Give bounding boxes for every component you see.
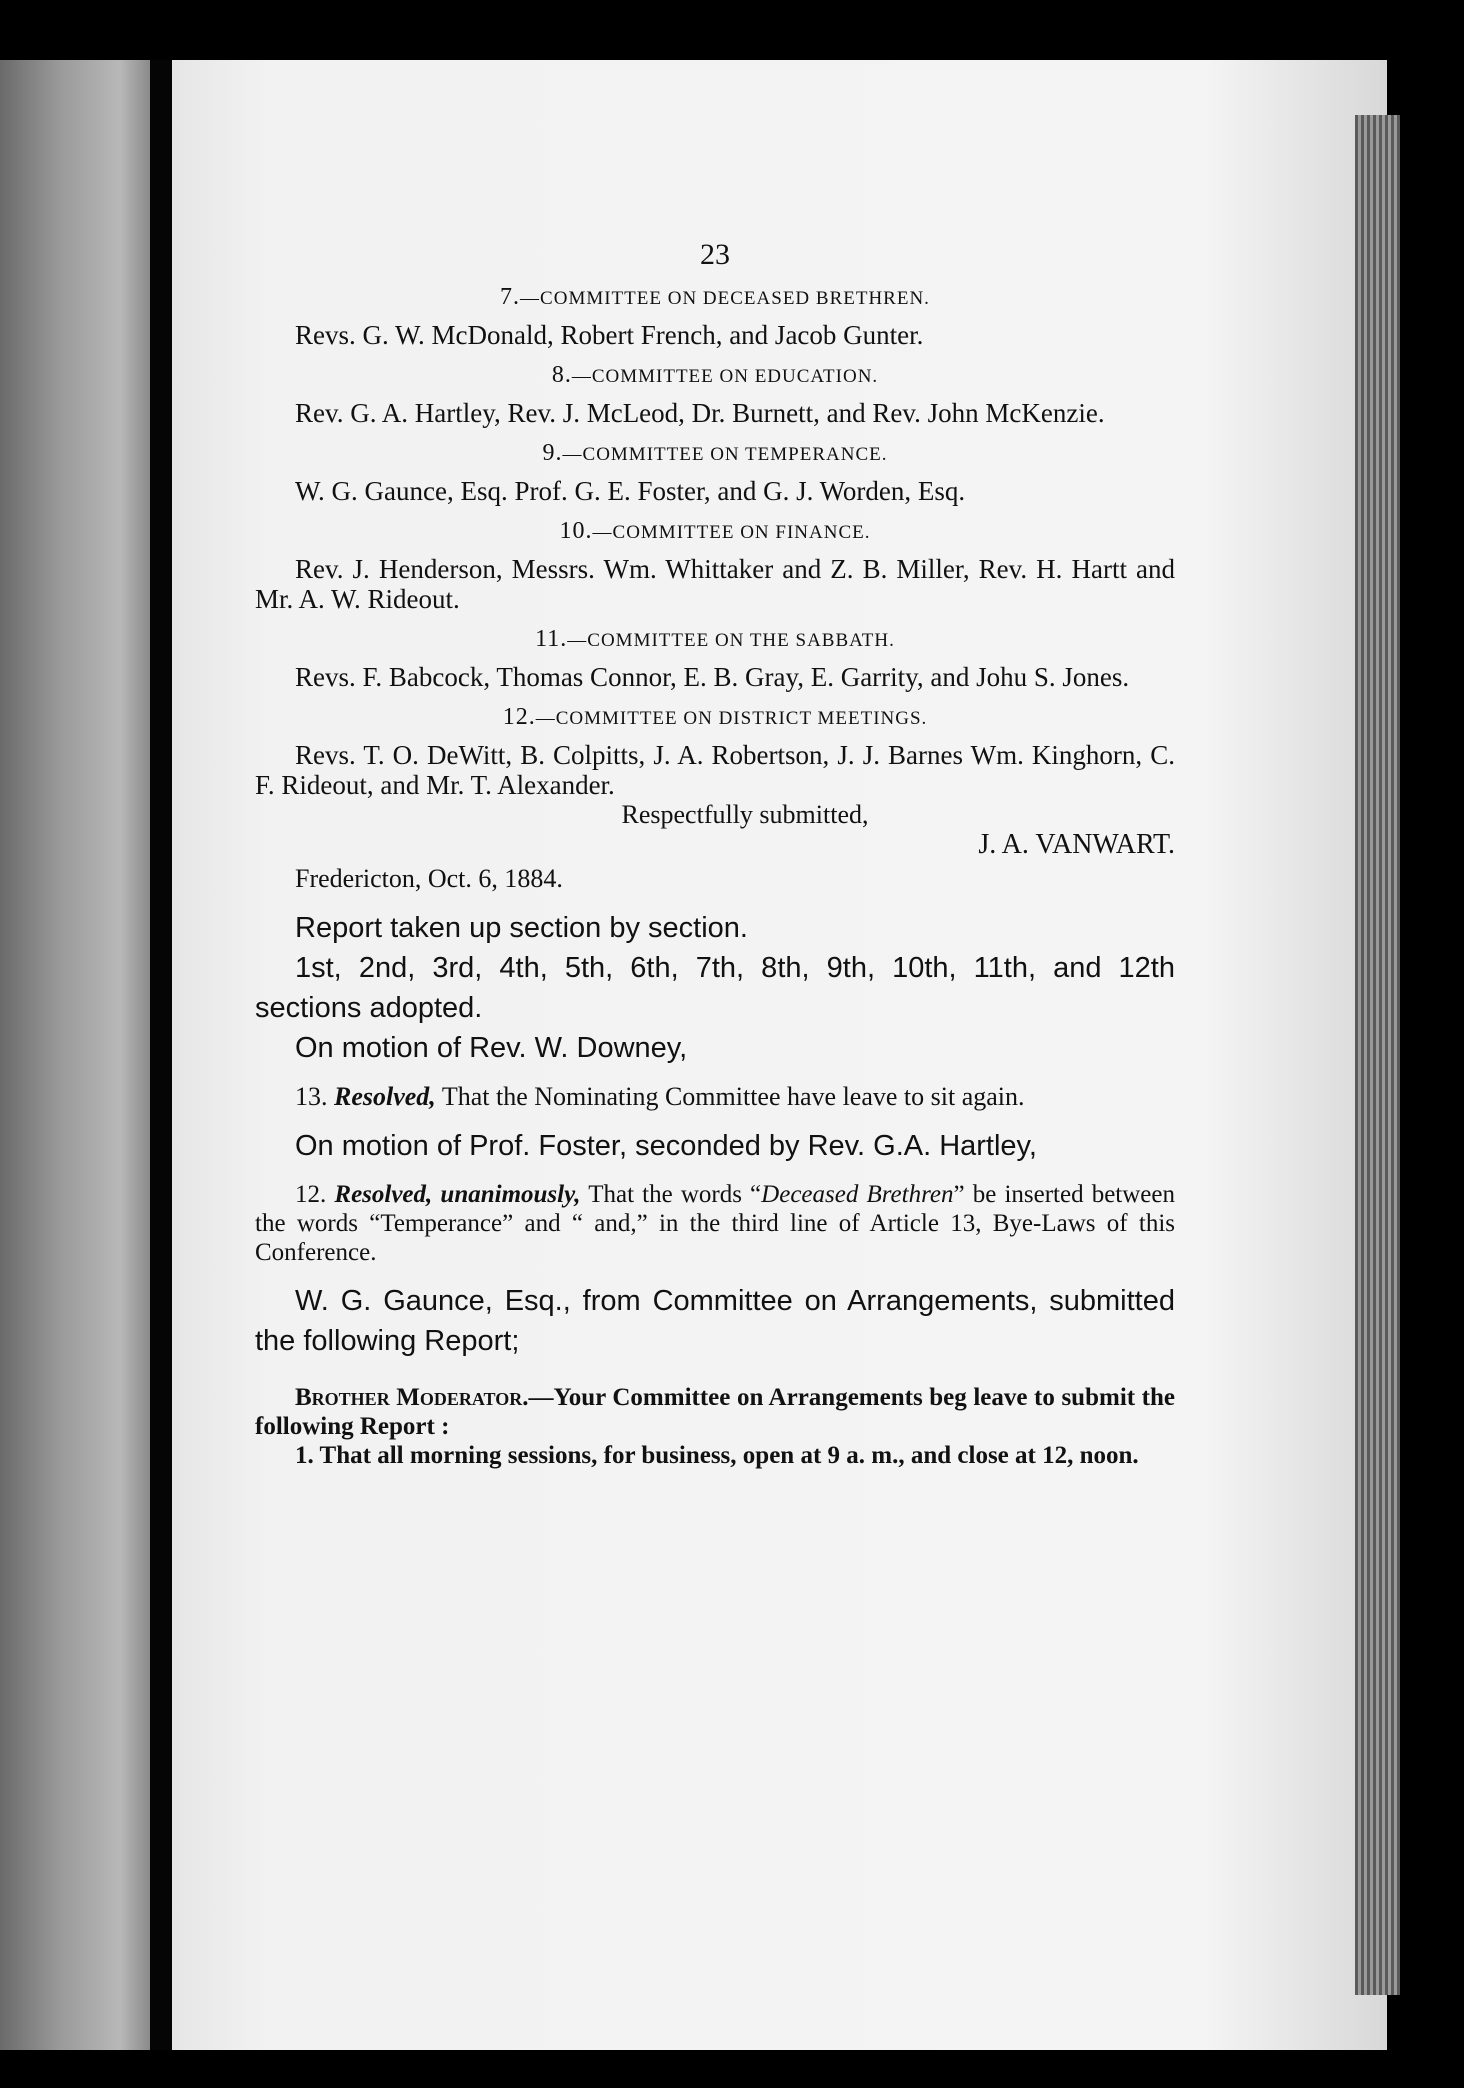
book-spine [150,60,172,2050]
committee-11 [255,624,1175,692]
salutation: Brother Moderator. [295,1384,529,1411]
respectfully-submitted: Respectfully submitted, [621,800,869,829]
committee-title: COMMITTEE ON TEMPERANCE. [582,444,888,465]
committee-members: Rev. G. A. Hartley, Rev. J. McLeod, Dr. Burnett, and Rev. John McKenzie. [295,398,1105,428]
committee-9 [255,438,1175,506]
resolution-number: 13. [295,1082,328,1111]
committee-heading: 11.—COMMITTEE ON THE SABBATH. [535,626,895,652]
motion-foster: On motion of Prof. Foster, seconded by Rev. G.A. Hartley, [295,1130,1037,1162]
sections-adopted: 1st, 2nd, 3rd, 4th, 5th, 6th, 7th, 8th, 9th, 10th, 11th, and 12th sections adopted. [255,952,1175,1024]
committee-members: Rev. J. Henderson, Messrs. Wm. Whittaker and Z. B. Miller, Rev. H. Hartt and Mr. A. W. Rideout. [255,554,1175,614]
committee-number: 11. [535,626,568,652]
committee-members: Revs. G. W. McDonald, Robert French, and Jacob Gunter. [295,320,924,350]
brother-moderator [255,1383,1175,1441]
committee-10 [255,516,1175,614]
motion-downey: On motion of Rev. W. Downey, [295,1032,688,1064]
committee-title: COMMITTEE ON EDUCATION. [591,366,879,387]
page-content [255,240,1175,1470]
salutation-text: —Your Committee on Arrangements beg leave to submit the following Report : [255,1384,1175,1440]
committee-8 [255,360,1175,428]
committee-number: 12. [502,704,536,730]
resolution-italic: Deceased Brethren [761,1181,954,1208]
committee-number: 8. [551,362,572,388]
committee-number: 7. [500,284,521,310]
arrangement-item-1: 1. That all morning sessions, for business, open at 9 a. m., and close at 12, noon. [295,1442,1139,1469]
committee-heading: 8.—COMMITTEE ON EDUCATION. [551,362,879,388]
committee-title: COMMITTEE ON DECEASED BRETHREN. [540,288,930,309]
resolved-word: Resolved, [334,1082,436,1111]
report-taken-up: Report taken up section by section. [295,912,748,944]
resolution-text: That the Nominating Committee have leave to sit again. [441,1082,1025,1111]
committee-heading: 10.—COMMITTEE ON FINANCE. [559,518,871,544]
resolution-text: That the words “ [588,1181,762,1208]
committee-12 [255,702,1175,800]
resolved-word: Resolved, unanimously, [334,1181,581,1208]
committee-title: COMMITTEE ON THE SABBATH. [587,630,895,651]
page-stack-edge [1355,115,1400,1995]
committee-7 [255,282,1175,350]
committee-number: 10. [559,518,593,544]
place-date: Fredericton, Oct. 6, 1884. [295,864,563,893]
gaunce-report: W. G. Gaunce, Esq., from Committee on Arrangements, submitted the following Report; [255,1285,1175,1357]
committee-heading: 7.—COMMITTEE ON DECEASED BRETHREN. [500,284,930,310]
resolution-12 [255,1180,1175,1267]
page-number: 23 [700,238,730,271]
committee-title: COMMITTEE ON FINANCE. [612,522,871,543]
committee-heading: 12.—COMMITTEE ON DISTRICT MEETINGS. [502,704,928,730]
resolution-text: ” be inserted between the words “Temperance” and “ and,” in the third line of Article 13, Bye-Laws of this Conference. [255,1181,1175,1266]
signature: J. A. VANWART. [978,829,1175,860]
resolution-13 [255,1082,1175,1112]
resolution-number: 12. [295,1181,327,1208]
committee-title: COMMITTEE ON DISTRICT MEETINGS. [555,708,928,729]
facing-page-edge [0,60,150,2050]
committee-members: Revs. T. O. DeWitt, B. Colpitts, J. A. Robertson, J. J. Barnes Wm. Kinghorn, C. F. Rideout, and Mr. T. Alexander. [255,740,1175,800]
committee-number: 9. [542,440,563,466]
committee-heading: 9.—COMMITTEE ON TEMPERANCE. [542,440,888,466]
committee-members: Revs. F. Babcock, Thomas Connor, E. B. Gray, E. Garrity, and Johu S. Jones. [295,662,1130,692]
committee-members: W. G. Gaunce, Esq. Prof. G. E. Foster, and G. J. Worden, Esq. [295,476,966,506]
